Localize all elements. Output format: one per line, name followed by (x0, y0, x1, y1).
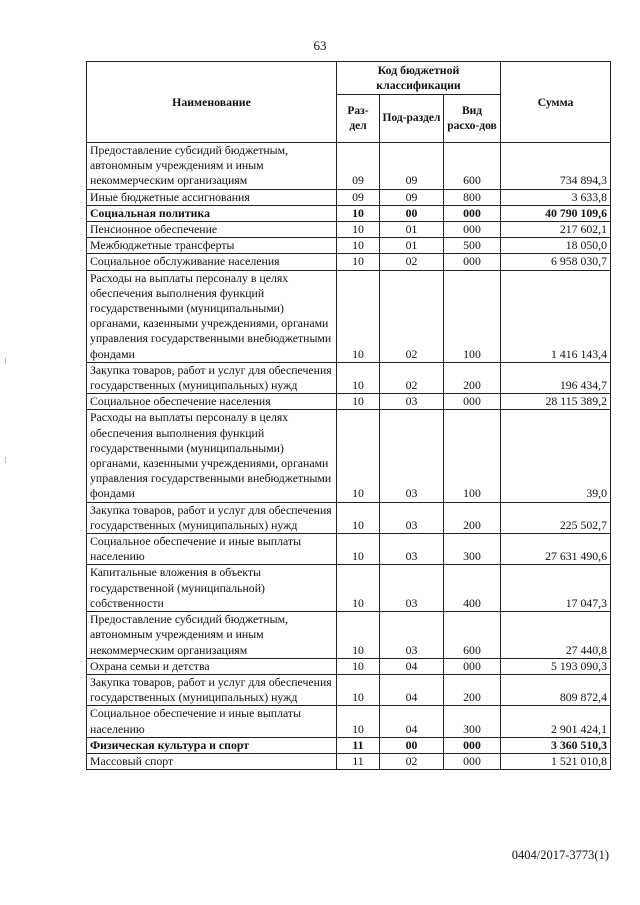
document-number: 0404/2017-3773(1) (511, 848, 609, 862)
row-name: Расходы на выплаты персоналу в целях обеспечения выполнения функций государственными (муниципальными) органами, казенными учреждениями, органами управления государственными внебюджетными фондами (87, 410, 337, 502)
row-section: 10 (337, 270, 380, 362)
row-amount: 6 958 030,7 (501, 254, 611, 270)
table-row (87, 612, 611, 659)
row-section: 10 (337, 222, 380, 238)
margin-mark: ⁝ (4, 455, 7, 465)
row-section: 11 (337, 737, 380, 753)
row-expense-type: 200 (444, 502, 501, 533)
row-amount: 217 602,1 (501, 222, 611, 238)
header-section: Раз-дел (337, 95, 380, 143)
row-expense-type: 400 (444, 565, 501, 612)
row-amount: 3 633,8 (501, 189, 611, 205)
row-section: 10 (337, 394, 380, 410)
row-name: Предоставление субсидий бюджетным, автономным учреждениям и иным некоммерческим организациям (87, 143, 337, 190)
table-row (87, 410, 611, 502)
row-name: Иные бюджетные ассигнования (87, 189, 337, 205)
row-section: 11 (337, 753, 380, 769)
row-amount: 27 440,8 (501, 612, 611, 659)
table-row (87, 205, 611, 221)
row-subsection: 01 (380, 238, 444, 254)
row-section: 10 (337, 612, 380, 659)
table-row (87, 222, 611, 238)
row-expense-type: 200 (444, 674, 501, 705)
row-amount: 5 193 090,3 (501, 658, 611, 674)
row-amount: 1 416 143,4 (501, 270, 611, 362)
budget-table (86, 61, 611, 770)
row-name: Закупка товаров, работ и услуг для обеспечения государственных (муниципальных) нужд (87, 502, 337, 533)
table-body (87, 143, 611, 770)
row-name: Социальное обеспечение населения (87, 394, 337, 410)
table-row (87, 674, 611, 705)
row-amount: 28 115 389,2 (501, 394, 611, 410)
row-amount: 18 050,0 (501, 238, 611, 254)
row-amount: 734 894,3 (501, 143, 611, 190)
table-row (87, 238, 611, 254)
row-expense-type: 000 (444, 205, 501, 221)
row-section: 10 (337, 502, 380, 533)
row-subsection: 04 (380, 706, 444, 737)
table-row (87, 362, 611, 393)
row-amount: 3 360 510,3 (501, 737, 611, 753)
row-amount: 196 434,7 (501, 362, 611, 393)
row-subsection: 03 (380, 534, 444, 565)
row-section: 09 (337, 189, 380, 205)
table-row (87, 254, 611, 270)
row-amount: 39,0 (501, 410, 611, 502)
table-header (87, 62, 611, 143)
row-expense-type: 300 (444, 534, 501, 565)
row-subsection: 03 (380, 410, 444, 502)
header-code-group: Код бюджетной классификации (337, 62, 501, 95)
row-name: Социальная политика (87, 205, 337, 221)
row-name: Социальное обеспечение и иные выплаты населению (87, 706, 337, 737)
table-row (87, 534, 611, 565)
row-expense-type: 300 (444, 706, 501, 737)
row-subsection: 02 (380, 753, 444, 769)
row-section: 10 (337, 534, 380, 565)
row-amount: 1 521 010,8 (501, 753, 611, 769)
row-subsection: 03 (380, 394, 444, 410)
table-row (87, 737, 611, 753)
row-expense-type: 000 (444, 222, 501, 238)
row-subsection: 09 (380, 189, 444, 205)
row-name: Массовый спорт (87, 753, 337, 769)
table-row (87, 143, 611, 190)
table-row (87, 394, 611, 410)
row-subsection: 01 (380, 222, 444, 238)
row-name: Расходы на выплаты персоналу в целях обеспечения выполнения функций государственными (муниципальными) органами, казенными учреждениями, органами управления государственными внебюджетными фондами (87, 270, 337, 362)
row-expense-type: 100 (444, 410, 501, 502)
row-name: Социальное обеспечение и иные выплаты населению (87, 534, 337, 565)
row-section: 10 (337, 254, 380, 270)
row-section: 10 (337, 410, 380, 502)
row-expense-type: 800 (444, 189, 501, 205)
row-section: 10 (337, 658, 380, 674)
header-expense-type: Вид расхо-дов (444, 95, 501, 143)
row-section: 09 (337, 143, 380, 190)
row-subsection: 02 (380, 362, 444, 393)
row-amount: 809 872,4 (501, 674, 611, 705)
row-subsection: 00 (380, 737, 444, 753)
row-expense-type: 600 (444, 612, 501, 659)
row-section: 10 (337, 565, 380, 612)
row-expense-type: 000 (444, 254, 501, 270)
row-expense-type: 000 (444, 737, 501, 753)
table-row (87, 565, 611, 612)
row-subsection: 04 (380, 658, 444, 674)
row-expense-type: 500 (444, 238, 501, 254)
row-name: Капитальные вложения в объекты государственной (муниципальной) собственности (87, 565, 337, 612)
row-amount: 225 502,7 (501, 502, 611, 533)
table-row (87, 189, 611, 205)
row-section: 10 (337, 205, 380, 221)
header-name: Наименование (87, 62, 337, 143)
row-name: Закупка товаров, работ и услуг для обеспечения государственных (муниципальных) нужд (87, 362, 337, 393)
row-amount: 40 790 109,6 (501, 205, 611, 221)
table-row (87, 270, 611, 362)
table-row (87, 706, 611, 737)
row-amount: 2 901 424,1 (501, 706, 611, 737)
row-section: 10 (337, 362, 380, 393)
header-subsection: Под-раздел (380, 95, 444, 143)
row-expense-type: 000 (444, 394, 501, 410)
row-name: Физическая культура и спорт (87, 737, 337, 753)
row-subsection: 03 (380, 565, 444, 612)
row-expense-type: 600 (444, 143, 501, 190)
row-subsection: 09 (380, 143, 444, 190)
row-subsection: 02 (380, 270, 444, 362)
row-name: Пенсионное обеспечение (87, 222, 337, 238)
row-subsection: 03 (380, 502, 444, 533)
row-subsection: 03 (380, 612, 444, 659)
header-amount: Сумма (501, 62, 611, 143)
table-row (87, 502, 611, 533)
row-name: Закупка товаров, работ и услуг для обеспечения государственных (муниципальных) нужд (87, 674, 337, 705)
row-subsection: 02 (380, 254, 444, 270)
row-expense-type: 100 (444, 270, 501, 362)
row-subsection: 00 (380, 205, 444, 221)
table-row (87, 658, 611, 674)
margin-mark: ⁝ (4, 356, 7, 366)
row-name: Социальное обслуживание населения (87, 254, 337, 270)
row-expense-type: 200 (444, 362, 501, 393)
table-row (87, 753, 611, 769)
row-section: 10 (337, 674, 380, 705)
row-amount: 17 047,3 (501, 565, 611, 612)
row-name: Охрана семьи и детства (87, 658, 337, 674)
row-expense-type: 000 (444, 658, 501, 674)
row-amount: 27 631 490,6 (501, 534, 611, 565)
row-name: Межбюджетные трансферты (87, 238, 337, 254)
row-section: 10 (337, 238, 380, 254)
row-subsection: 04 (380, 674, 444, 705)
row-expense-type: 000 (444, 753, 501, 769)
row-section: 10 (337, 706, 380, 737)
page-number: 63 (313, 38, 327, 53)
row-name: Предоставление субсидий бюджетным, автономным учреждениям и иным некоммерческим организациям (87, 612, 337, 659)
